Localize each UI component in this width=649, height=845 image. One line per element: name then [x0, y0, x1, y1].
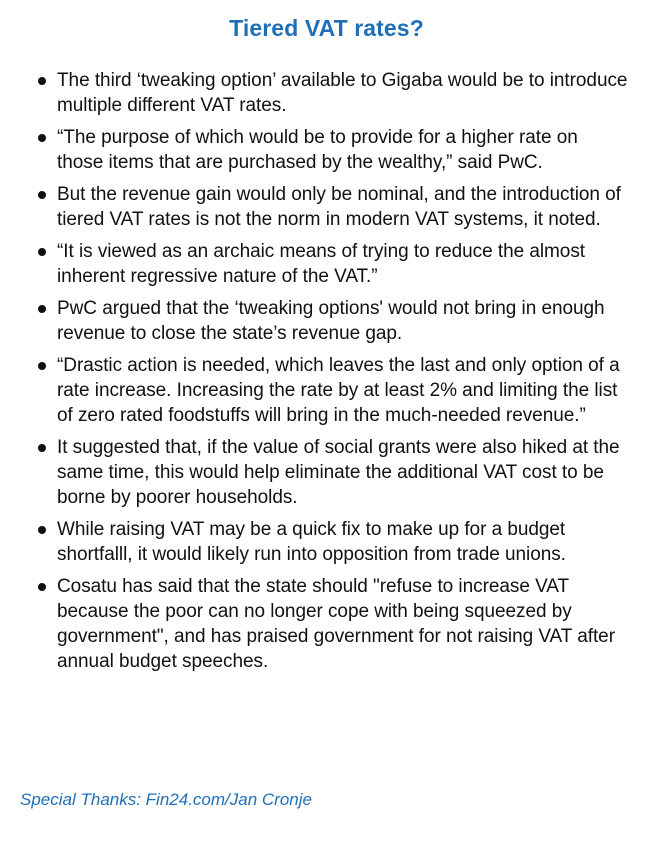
bullet-icon — [38, 583, 46, 591]
bullet-icon — [38, 444, 46, 452]
list-item — [24, 574, 629, 674]
bullet-text: While raising VAT may be a quick fix to make up for a budget shortfalll, it would likely run into opposition from trade unions. — [57, 519, 566, 565]
bullet-icon — [38, 134, 46, 142]
page-title: Tiered VAT rates? — [229, 15, 424, 41]
bullet-icon — [38, 526, 46, 534]
source-credit: Special Thanks: Fin24.com/Jan Cronje — [20, 790, 312, 809]
bullet-icon — [38, 305, 46, 313]
bullet-icon — [38, 362, 46, 370]
list-item — [24, 68, 629, 118]
bullet-icon — [38, 191, 46, 199]
list-item — [24, 239, 629, 289]
list-item — [24, 353, 629, 428]
bullet-text: “Drastic action is needed, which leaves the last and only option of a rate increase. Increasing the rate by at least 2% and limiting the list of zero rated foodstuffs will bring in the much-needed revenue.” — [57, 355, 620, 426]
bullet-text: “It is viewed as an archaic means of trying to reduce the almost inherent regressive nature of the VAT.” — [57, 241, 585, 287]
list-item — [24, 517, 629, 567]
bullet-text: The third ‘tweaking option’ available to Gigaba would be to introduce multiple different VAT rates. — [57, 70, 628, 116]
bullet-text: “The purpose of which would be to provide for a higher rate on those items that are purchased by the wealthy,” said PwC. — [57, 127, 578, 173]
list-item — [24, 125, 629, 175]
bullet-text: But the revenue gain would only be nominal, and the introduction of tiered VAT rates is not the norm in modern VAT systems, it noted. — [57, 184, 621, 230]
list-item — [24, 435, 629, 510]
list-item — [24, 296, 629, 346]
bullet-text: It suggested that, if the value of social grants were also hiked at the same time, this would help eliminate the additional VAT cost to be borne by poorer households. — [57, 437, 620, 508]
bullet-text: Cosatu has said that the state should "refuse to increase VAT because the poor can no longer cope with being squeezed by government", and has praised government for not raising VAT after annual budget speeches. — [57, 576, 615, 672]
bullet-text: PwC argued that the ‘tweaking options' would not bring in enough revenue to close the state’s revenue gap. — [57, 298, 605, 344]
bullet-icon — [38, 248, 46, 256]
bullet-icon — [38, 77, 46, 85]
bullet-list — [24, 68, 629, 674]
list-item — [24, 182, 629, 232]
